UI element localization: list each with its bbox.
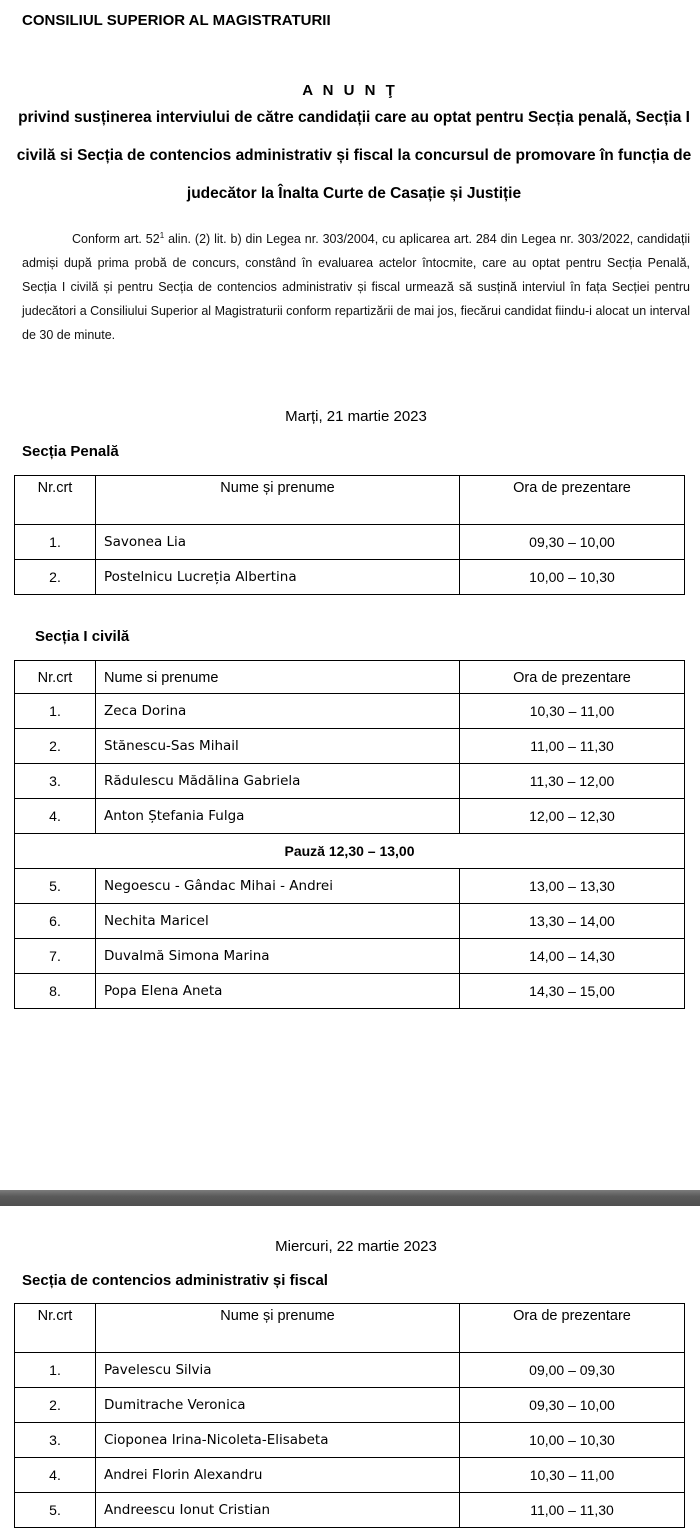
candidate-name: Stănescu-Sas Mihail — [96, 729, 460, 764]
intro-paragraph — [22, 227, 690, 347]
candidate-name: Duvalmă Simona Marina — [96, 939, 460, 974]
header-nr: Nr.crt — [15, 1304, 96, 1353]
presentation-time: 09,30 – 10,00 — [460, 1388, 685, 1423]
penal-rows — [15, 525, 685, 595]
header-name: Nume și prenume — [96, 1304, 460, 1353]
day2-date: Miercuri, 22 martie 2023 — [275, 1238, 437, 1255]
row-number: 7. — [15, 939, 96, 974]
presentation-time: 11,00 – 11,30 — [460, 1493, 685, 1528]
penal-schedule-table — [14, 475, 685, 595]
pause-label: Pauză 12,30 – 13,00 — [15, 834, 685, 869]
intro-text-rest: alin. (2) lit. b) din Legea nr. 303/2004, cu aplicarea art. 284 din Legea nr. 303/2022, candidații admiși după prima probă de concurs, constând în evaluarea actelor întocmite, care au optat pentru Secția Penală, Secția I civilă și pentru Secția de contencios administrativ și fiscal urmează să susțină interviul în fața Secției pentru judecători a Consiliului Superior al Magistraturii conform repartizării de mai jos, fiecărui candidat fiindu-i alocat un interval de 30 de minute. — [22, 232, 690, 342]
row-number: 4. — [15, 799, 96, 834]
candidate-name: Andreescu Ionut Cristian — [96, 1493, 460, 1528]
table-row — [15, 1353, 685, 1388]
table-row — [15, 799, 685, 834]
header-name: Nume si prenume — [96, 661, 460, 694]
table-header-row — [15, 476, 685, 525]
presentation-time: 09,30 – 10,00 — [460, 525, 685, 560]
row-number: 5. — [15, 869, 96, 904]
candidate-name: Zeca Dorina — [96, 694, 460, 729]
row-number: 4. — [15, 1458, 96, 1493]
presentation-time: 10,30 – 11,00 — [460, 694, 685, 729]
page-separator — [0, 1190, 700, 1206]
header-nr: Nr.crt — [15, 661, 96, 694]
table-row — [15, 904, 685, 939]
table-row — [15, 694, 685, 729]
table-row — [15, 764, 685, 799]
header-time: Ora de prezentare — [460, 1304, 685, 1353]
document-page-2 — [0, 1206, 700, 1536]
row-number: 2. — [15, 560, 96, 595]
row-number: 8. — [15, 974, 96, 1009]
candidate-name: Andrei Florin Alexandru — [96, 1458, 460, 1493]
civil-rows-before — [15, 694, 685, 834]
table-row — [15, 869, 685, 904]
intro-text-start: Conform art. 52 — [72, 232, 160, 246]
row-number: 2. — [15, 1388, 96, 1423]
candidate-name: Savonea Lia — [96, 525, 460, 560]
row-number: 1. — [15, 694, 96, 729]
organization-name: CONSILIUL SUPERIOR AL MAGISTRATURII — [22, 12, 331, 29]
candidate-name: Pavelescu Silvia — [96, 1353, 460, 1388]
presentation-time: 13,00 – 13,30 — [460, 869, 685, 904]
table-row — [15, 974, 685, 1009]
announcement-title: A N U N Ţ — [302, 82, 398, 99]
presentation-time: 14,30 – 15,00 — [460, 974, 685, 1009]
civil-schedule-table — [14, 660, 685, 1009]
civil-rows-after — [15, 869, 685, 1009]
header-name: Nume și prenume — [96, 476, 460, 525]
table-row — [15, 1493, 685, 1528]
header-time: Ora de prezentare — [460, 476, 685, 525]
section-civil-title: Secția I civilă — [35, 628, 130, 645]
candidate-name: Nechita Maricel — [96, 904, 460, 939]
announcement-subtitle: privind susținerea interviului de către candidații care au optat pentru Secția penală, Secția I civilă si Secția de contencios administrativ și fiscal la concursul de promovare în funcția de judecător la Înalta Curte de Casație și Justiție — [16, 109, 692, 202]
row-number: 1. — [15, 525, 96, 560]
section-penal-title: Secția Penală — [22, 443, 119, 460]
table-header-row — [15, 1304, 685, 1353]
candidate-name: Cioponea Irina-Nicoleta-Elisabeta — [96, 1423, 460, 1458]
pause-row — [15, 834, 685, 869]
table-row — [15, 729, 685, 764]
header-nr: Nr.crt — [15, 476, 96, 525]
day1-date: Marți, 21 martie 2023 — [285, 408, 427, 425]
presentation-time: 09,00 – 09,30 — [460, 1353, 685, 1388]
header-time: Ora de prezentare — [460, 661, 685, 694]
row-number: 1. — [15, 1353, 96, 1388]
candidate-name: Popa Elena Aneta — [96, 974, 460, 1009]
table-header-row — [15, 661, 685, 694]
table-row — [15, 1458, 685, 1493]
section-contencios-title: Secția de contencios administrativ și fiscal — [22, 1272, 328, 1289]
candidate-name: Negoescu - Gândac Mihai - Andrei — [96, 869, 460, 904]
contencios-schedule-table — [14, 1303, 685, 1528]
presentation-time: 11,30 – 12,00 — [460, 764, 685, 799]
row-number: 3. — [15, 764, 96, 799]
presentation-time: 10,30 – 11,00 — [460, 1458, 685, 1493]
table-row — [15, 560, 685, 595]
presentation-time: 10,00 – 10,30 — [460, 1423, 685, 1458]
candidate-name: Dumitrache Veronica — [96, 1388, 460, 1423]
table-row — [15, 1388, 685, 1423]
presentation-time: 12,00 – 12,30 — [460, 799, 685, 834]
row-number: 5. — [15, 1493, 96, 1528]
row-number: 6. — [15, 904, 96, 939]
candidate-name: Postelnicu Lucreția Albertina — [96, 560, 460, 595]
table-row — [15, 1423, 685, 1458]
presentation-time: 14,00 – 14,30 — [460, 939, 685, 974]
candidate-name: Rădulescu Mădălina Gabriela — [96, 764, 460, 799]
table-row — [15, 939, 685, 974]
candidate-name: Anton Ștefania Fulga — [96, 799, 460, 834]
contencios-rows — [15, 1353, 685, 1528]
table-row — [15, 525, 685, 560]
presentation-time: 13,30 – 14,00 — [460, 904, 685, 939]
presentation-time: 10,00 – 10,30 — [460, 560, 685, 595]
presentation-time: 11,00 – 11,30 — [460, 729, 685, 764]
row-number: 3. — [15, 1423, 96, 1458]
row-number: 2. — [15, 729, 96, 764]
intro-superscript: 1 — [159, 231, 165, 240]
